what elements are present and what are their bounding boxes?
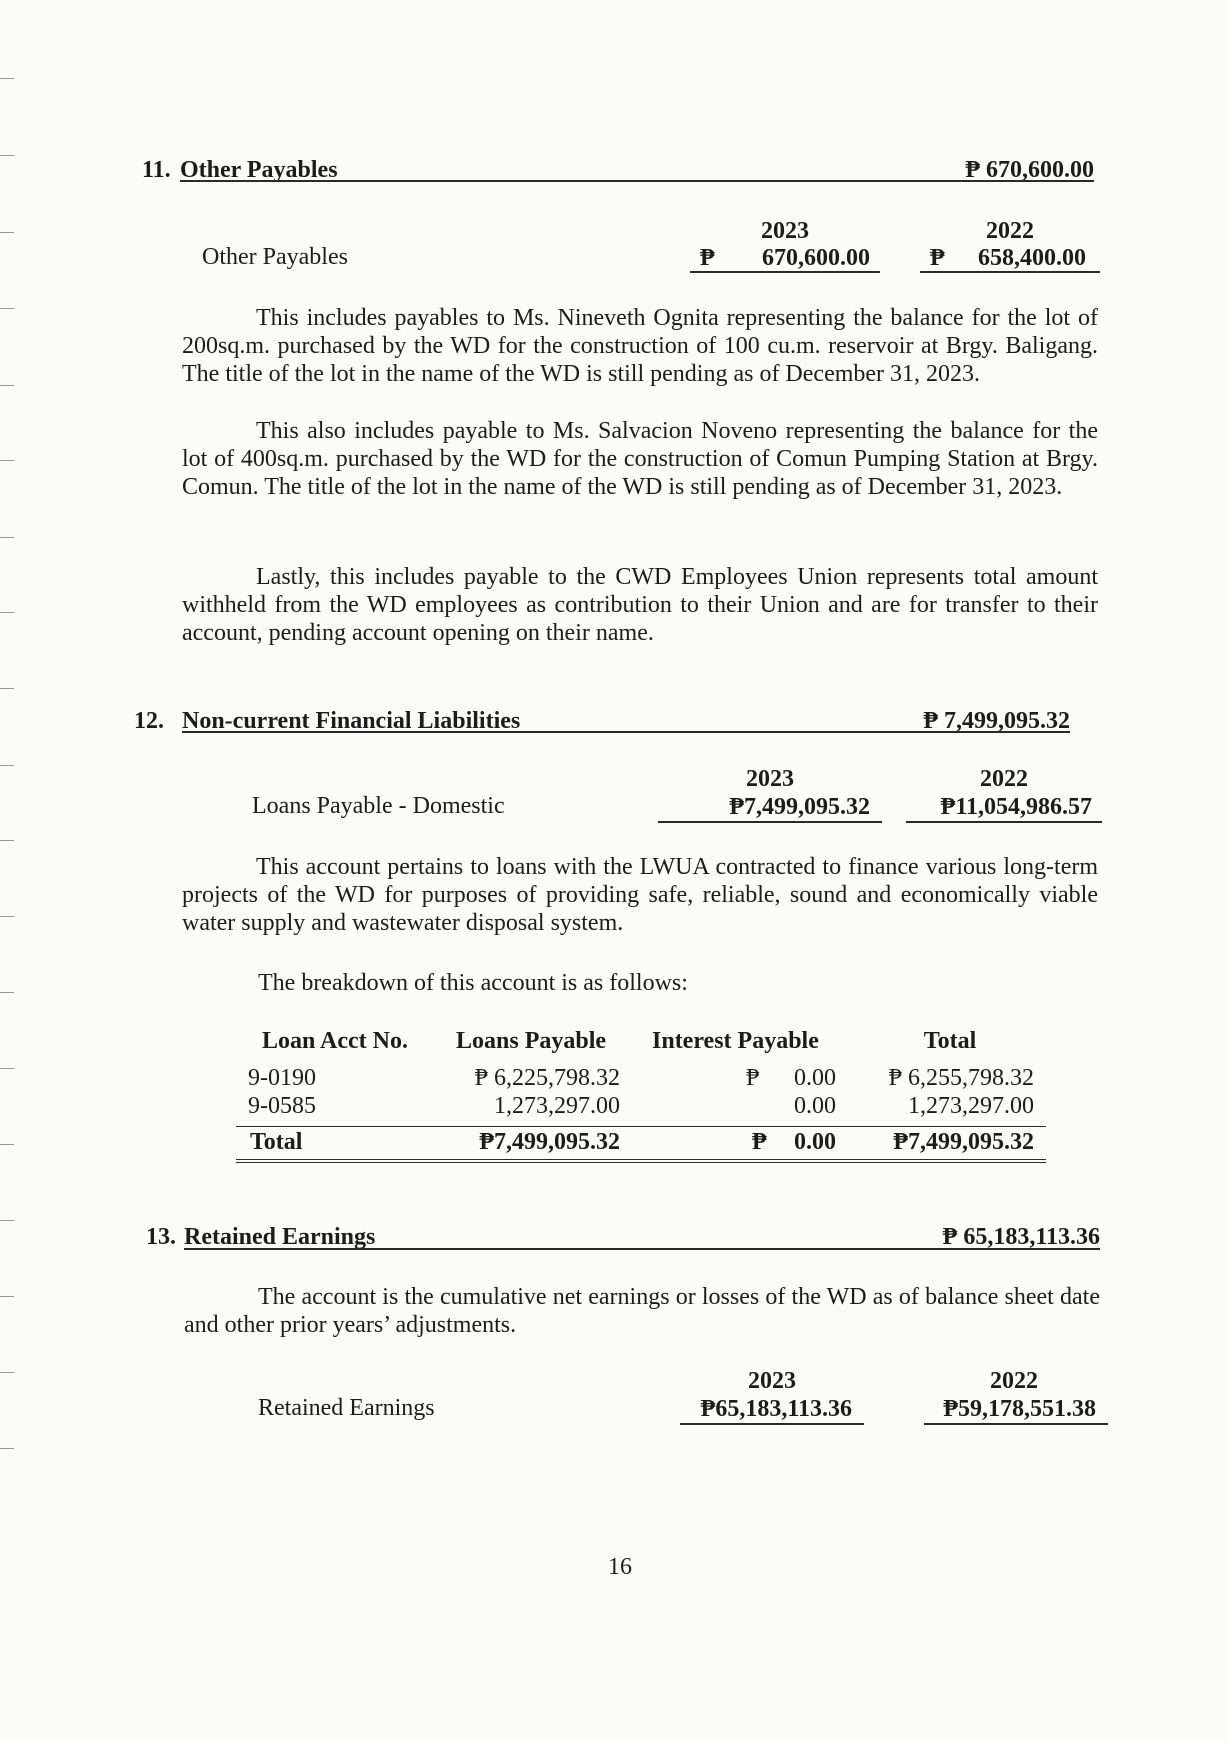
amount-prior: 658,400.00 bbox=[978, 245, 1086, 271]
loan-acct: Total bbox=[250, 1129, 303, 1155]
row-label: Retained Earnings bbox=[258, 1395, 435, 1421]
paragraph bbox=[182, 417, 1098, 501]
binding-mark bbox=[0, 1068, 14, 1069]
row-label: Loans Payable - Domestic bbox=[252, 793, 505, 819]
binding-mark bbox=[0, 308, 14, 309]
loans-payable: 1,273,297.00 bbox=[494, 1093, 620, 1119]
binding-mark bbox=[0, 78, 14, 79]
binding-mark bbox=[0, 1372, 14, 1373]
interest-payable: 0.00 bbox=[794, 1093, 836, 1119]
loan-total: ₱7,499,095.32 bbox=[893, 1129, 1034, 1155]
section-underline bbox=[182, 731, 1070, 733]
amount-underline bbox=[690, 271, 880, 273]
section-number: 12. bbox=[134, 708, 164, 734]
year-prior-header: 2022 bbox=[980, 766, 1028, 792]
table-header: Loans Payable bbox=[456, 1028, 607, 1054]
loans-payable: ₱ 6,225,798.32 bbox=[474, 1065, 620, 1091]
binding-mark bbox=[0, 1220, 14, 1221]
loan-total: ₱ 6,255,798.32 bbox=[888, 1065, 1034, 1091]
paragraph-text: This includes payables to Ms. Nineveth Ognita representing the balance for the lot of 200sq.m. purchased by the WD for the construction of 100 cu.m. reservoir at Brgy. Baligang. The title of the lot in the name of the WD is still pending as of December 31, 2023. bbox=[182, 305, 1098, 387]
amount-underline bbox=[658, 821, 882, 823]
binding-mark bbox=[0, 537, 14, 538]
binding-mark bbox=[0, 1144, 14, 1145]
table-header: Total bbox=[923, 1028, 977, 1054]
amount-current: ₱7,499,095.32 bbox=[729, 794, 870, 820]
interest-currency: ₱ bbox=[752, 1129, 767, 1155]
section-number: 11. bbox=[142, 157, 171, 183]
year-current-header: 2023 bbox=[761, 218, 809, 244]
binding-mark bbox=[0, 992, 14, 993]
section-underline bbox=[180, 180, 1094, 182]
table-double-rule bbox=[236, 1159, 1046, 1163]
section-total: ₱ 7,499,095.32 bbox=[923, 708, 1070, 734]
paragraph bbox=[182, 304, 1098, 388]
year-prior-header: 2022 bbox=[990, 1368, 1038, 1394]
section-underline bbox=[184, 1248, 1100, 1250]
section-total: ₱ 65,183,113.36 bbox=[942, 1224, 1100, 1250]
section-title: Retained Earnings bbox=[184, 1224, 376, 1250]
binding-mark bbox=[0, 765, 14, 766]
binding-mark bbox=[0, 1448, 14, 1449]
loans-payable: ₱7,499,095.32 bbox=[479, 1129, 620, 1155]
year-current-header: 2023 bbox=[746, 766, 794, 792]
amount-current: ₱65,183,113.36 bbox=[700, 1396, 852, 1422]
interest-payable: 0.00 bbox=[794, 1065, 836, 1091]
binding-mark bbox=[0, 1296, 14, 1297]
paragraph-text: Lastly, this includes payable to the CWD Employees Union represents total amount withheld from the WD employees as contribution to their Union and are for transfer to their account, pending account opening on their name. bbox=[182, 564, 1098, 646]
binding-mark bbox=[0, 840, 14, 841]
interest-payable: 0.00 bbox=[794, 1129, 836, 1155]
amount-current: 670,600.00 bbox=[762, 245, 870, 271]
paragraph-text: This also includes payable to Ms. Salvacion Noveno representing the balance for the lot of 400sq.m. purchased by the WD for the construction of Comun Pumping Station at Brgy. Comun. The title of the lot in the name of the WD is still pending as of December 31, 2023. bbox=[182, 418, 1098, 500]
year-prior-header: 2022 bbox=[986, 218, 1034, 244]
currency-symbol: ₱ bbox=[700, 245, 715, 271]
loan-acct: 9-0190 bbox=[248, 1065, 316, 1091]
binding-mark bbox=[0, 385, 14, 386]
breakdown-intro: The breakdown of this account is as follows: bbox=[258, 970, 688, 996]
paragraph bbox=[182, 563, 1098, 647]
table-header: Loan Acct No. bbox=[262, 1028, 408, 1054]
binding-mark bbox=[0, 232, 14, 233]
section-title: Other Payables bbox=[180, 157, 338, 183]
amount-underline bbox=[906, 821, 1102, 823]
section-total: ₱ 670,600.00 bbox=[965, 157, 1094, 183]
paragraph-text: The account is the cumulative net earnings or losses of the WD as of balance sheet date and other prior years’ adjustments. bbox=[184, 1284, 1100, 1338]
amount-underline bbox=[920, 271, 1100, 273]
section-title: Non-current Financial Liabilities bbox=[182, 708, 521, 734]
amount-prior: ₱59,178,551.38 bbox=[943, 1396, 1096, 1422]
paragraph bbox=[182, 853, 1098, 937]
amount-underline bbox=[924, 1423, 1108, 1425]
section-number: 13. bbox=[146, 1224, 176, 1250]
binding-mark bbox=[0, 155, 14, 156]
interest-currency: ₱ bbox=[746, 1065, 760, 1091]
table-header: Interest Payable bbox=[652, 1028, 819, 1054]
currency-symbol: ₱ bbox=[930, 245, 945, 271]
page-number: 16 bbox=[608, 1554, 632, 1580]
amount-underline bbox=[680, 1423, 864, 1425]
binding-mark bbox=[0, 688, 14, 689]
binding-mark bbox=[0, 460, 14, 461]
row-label: Other Payables bbox=[202, 244, 348, 270]
year-current-header: 2023 bbox=[748, 1368, 796, 1394]
paragraph bbox=[184, 1283, 1100, 1339]
loan-acct: 9-0585 bbox=[248, 1093, 316, 1119]
paragraph-text: This account pertains to loans with the LWUA contracted to finance various long-term projects of the WD for purposes of providing safe, reliable, sound and economically viable water supply and wastewater disposal system. bbox=[182, 854, 1098, 936]
binding-mark bbox=[0, 612, 14, 613]
binding-mark bbox=[0, 916, 14, 917]
table-rule bbox=[236, 1126, 1046, 1127]
loan-total: 1,273,297.00 bbox=[908, 1093, 1034, 1119]
amount-prior: ₱11,054,986.57 bbox=[940, 794, 1092, 820]
